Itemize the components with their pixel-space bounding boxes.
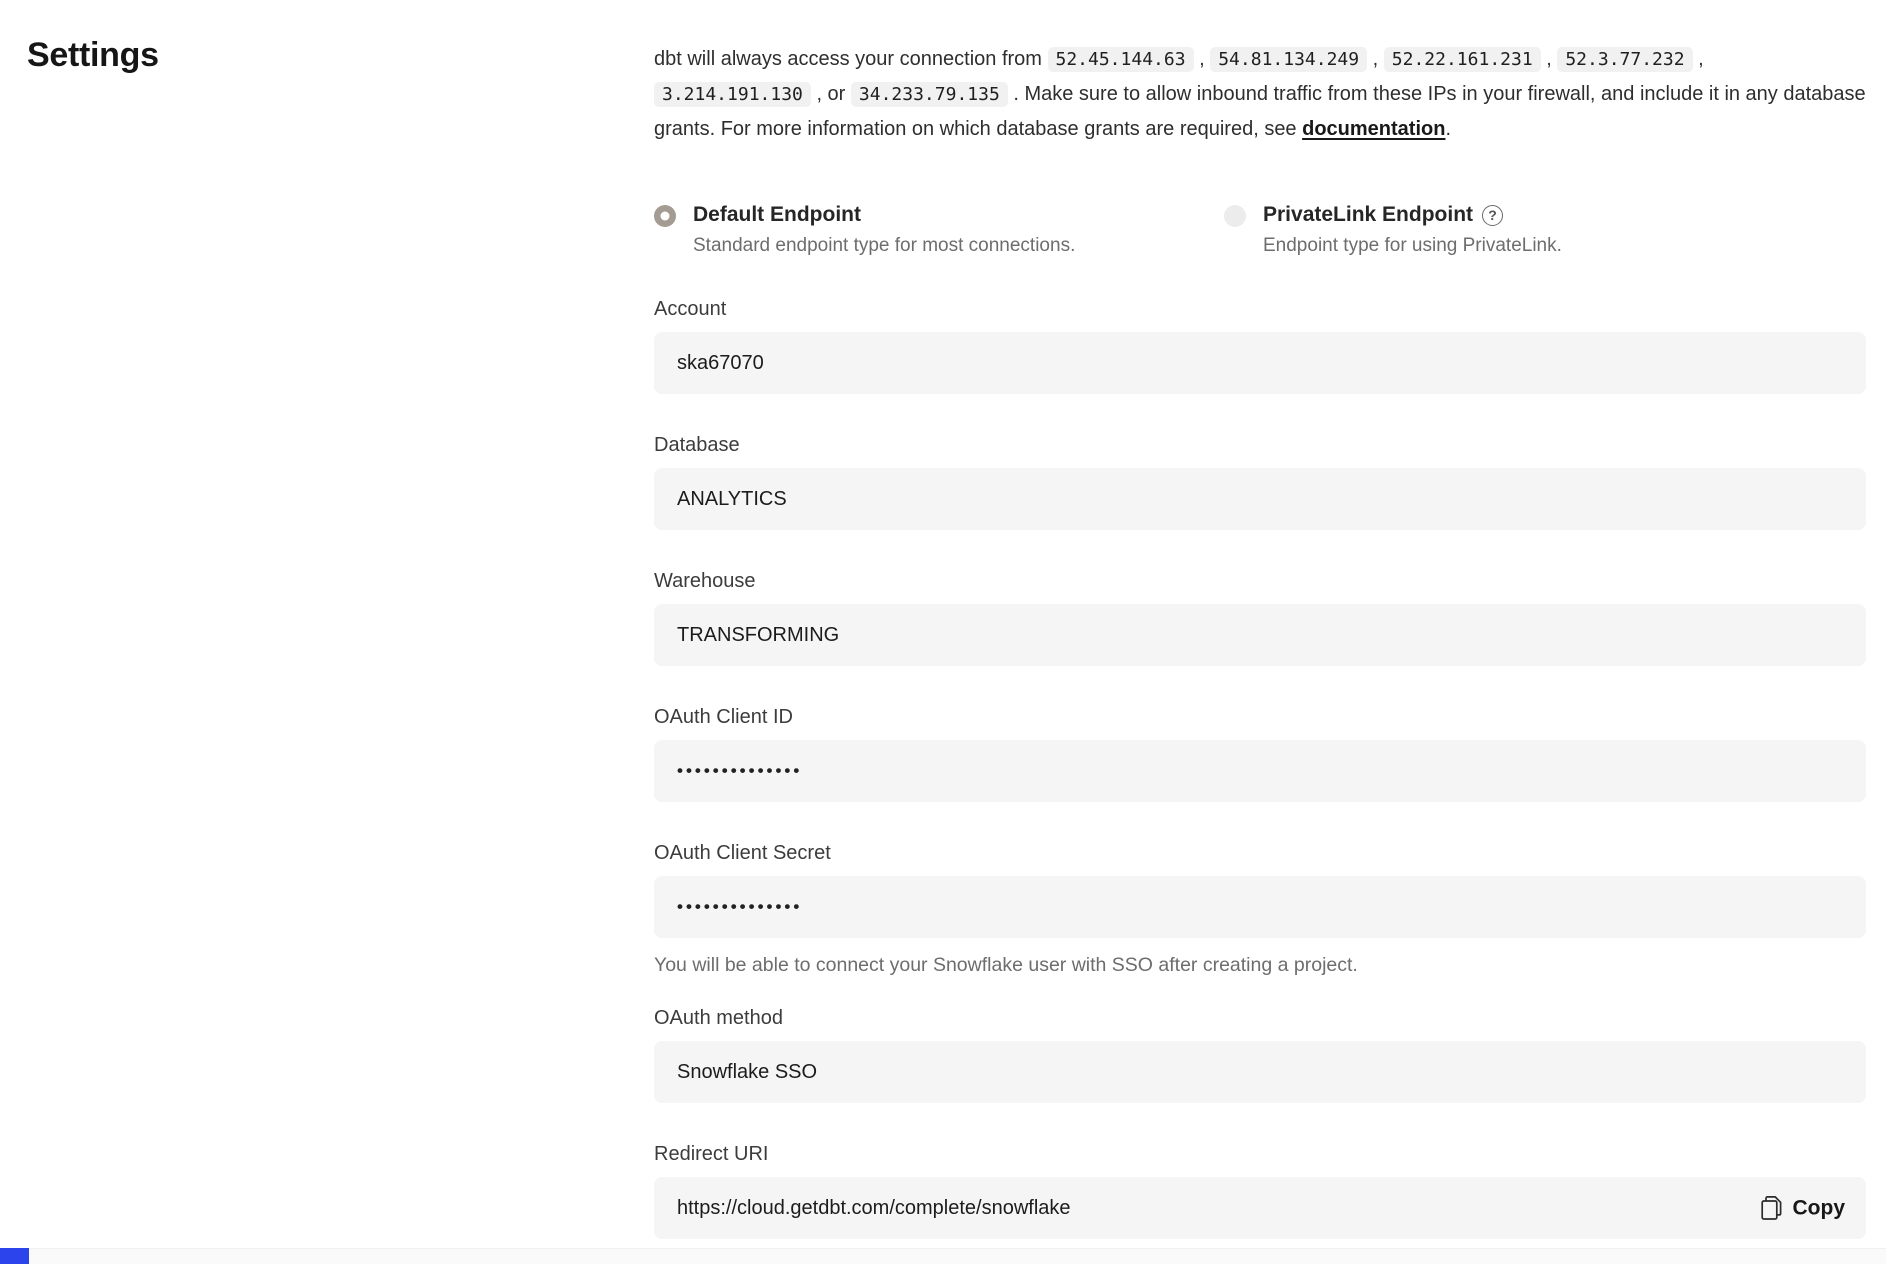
help-icon[interactable]: ?: [1482, 205, 1503, 226]
oauth-method-label: OAuth method: [654, 1007, 783, 1029]
copy-label: Copy: [1792, 1196, 1845, 1219]
ip-address-chip: 54.81.134.249: [1210, 47, 1367, 72]
radio-option-default-endpoint[interactable]: [654, 202, 1224, 258]
redirect-uri-label: Redirect URI: [654, 1143, 769, 1165]
oauth-client-secret-label: OAuth Client Secret: [654, 842, 831, 864]
radio-unselected-icon[interactable]: [1224, 205, 1246, 227]
warehouse-input[interactable]: [654, 604, 1866, 666]
ip-address-chip: 3.214.191.130: [654, 82, 811, 107]
oauth-method-input[interactable]: [654, 1041, 1866, 1103]
copy-button[interactable]: [1761, 1196, 1846, 1221]
radio-description: Endpoint type for using PrivateLink.: [1263, 235, 1562, 256]
ip-address-chip: 52.45.144.63: [1048, 47, 1194, 72]
ip-address-chip: 34.233.79.135: [851, 82, 1008, 107]
copy-icon: [1761, 1196, 1782, 1221]
oauth-client-secret-input[interactable]: [654, 876, 1866, 938]
oauth-client-secret-field-group: [654, 842, 1866, 977]
separator: ,: [1367, 48, 1384, 70]
connection-ip-notice: [654, 42, 1866, 146]
connection-form: [654, 298, 1866, 1239]
oauth-client-id-input[interactable]: [654, 740, 1866, 802]
oauth-client-id-field-group: [654, 706, 1866, 802]
endpoint-type-radio-group: [654, 202, 1866, 258]
database-field-group: [654, 434, 1866, 530]
corner-accent: [0, 1248, 29, 1264]
separator: ,: [1540, 48, 1558, 70]
database-label: Database: [654, 434, 740, 456]
settings-content: [654, 0, 1866, 1279]
ip-address-chip: 52.22.161.231: [1384, 47, 1541, 72]
radio-selected-icon[interactable]: [654, 205, 676, 227]
separator: ,: [1692, 48, 1704, 70]
database-input[interactable]: [654, 468, 1866, 530]
redirect-uri-box: [654, 1177, 1866, 1239]
documentation-link[interactable]: documentation: [1302, 118, 1446, 140]
radio-label: Default Endpoint: [693, 203, 861, 226]
separator: , or: [810, 83, 851, 105]
separator: ,: [1193, 48, 1211, 70]
warehouse-label: Warehouse: [654, 570, 756, 592]
ip-address-chip: 52.3.77.232: [1557, 47, 1692, 72]
account-label: Account: [654, 298, 727, 320]
oauth-client-id-label: OAuth Client ID: [654, 706, 793, 728]
intro-text: . Make sure to allow inbound traffic from these IPs in your firewall, and include it in any database grants. For more information on which database grants are required, see: [654, 83, 1866, 140]
redirect-uri-input[interactable]: [654, 1177, 1866, 1239]
page-title: Settings: [27, 36, 159, 74]
warehouse-field-group: [654, 570, 1866, 666]
radio-label: PrivateLink Endpoint ?: [1263, 202, 1562, 228]
footer-bar: [0, 1248, 1886, 1264]
intro-text: dbt will always access your connection from: [654, 48, 1048, 70]
redirect-uri-field-group: [654, 1143, 1866, 1239]
oauth-method-field-group: [654, 1007, 1866, 1103]
intro-text: .: [1445, 118, 1452, 140]
radio-description: Standard endpoint type for most connections.: [693, 235, 1076, 256]
sso-hint-text: You will be able to connect your Snowflake user with SSO after creating a project.: [654, 954, 1358, 976]
account-field-group: [654, 298, 1866, 394]
account-input[interactable]: [654, 332, 1866, 394]
radio-option-privatelink-endpoint[interactable]: [1224, 202, 1562, 258]
